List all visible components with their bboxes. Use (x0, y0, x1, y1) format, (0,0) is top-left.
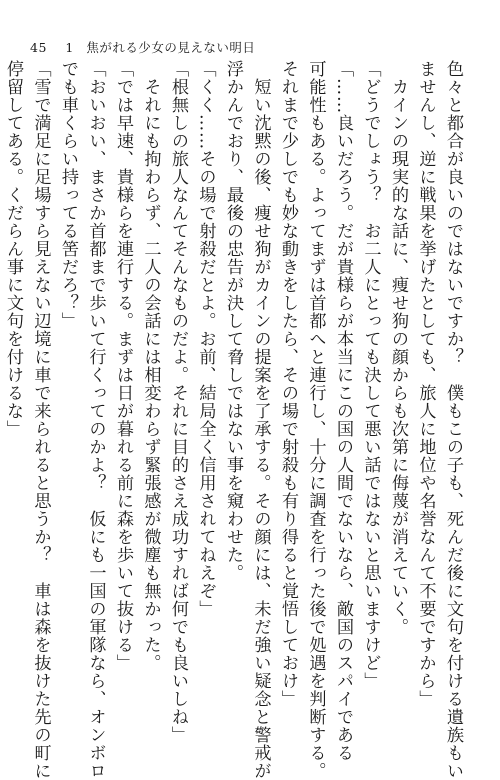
text-line: 「……良いだろう。だが貴様らが本当にこの国の人間でないなら、敵国のスパイである (333, 60, 353, 762)
text-line: 「雪で満足に足場すら見えない辺境に車で来られると思うか？ 車は森を抜けた先の町に (30, 60, 51, 780)
running-header (30, 38, 255, 56)
text-line: 短い沈黙の後、痩せ狗がカインの提案を了承する。その顔には、未だ強い疑念と警戒が (250, 60, 271, 780)
vertical-text-body (3, 60, 466, 780)
text-line: 可能性もある。よってまずは首都へと連行し、十分に調査を行った後で処遇を判断する。 (305, 60, 326, 780)
page-number: 45 (30, 40, 47, 55)
text-line: 「くく……その場で射殺だとよ。お前、結局全く信用されてねえぞ」 (195, 60, 216, 618)
chapter-title: 焦がれる少女の見えない明日 (86, 40, 256, 55)
text-line: 「どうでしょう？ お二人にとっても決して悪い話ではないと思いますけど」 (360, 60, 381, 690)
chapter-number: 1 (65, 40, 74, 55)
text-line: それにも拘わらず、二人の会話には相変わらず緊張感が微塵も無かった。 (140, 60, 161, 672)
text-line: でも車くらい持ってる筈だろ？」 (58, 60, 78, 330)
text-line: 色々と都合が良いのではないですか？ 僕もこの子も、死んだ後に文句を付ける遺族もい (443, 60, 463, 780)
text-line: 「では早速、貴様らを連行する。まずは日が暮れる前に森を歩いて抜ける」 (113, 60, 133, 672)
text-line: ませんし、逆に戦果を挙げたとしても、旅人に地位や名誉なんて不要ですから」 (415, 60, 436, 708)
text-line: カインの現実的な話に、痩せ狗の顔からも次第に侮蔑が消えていく。 (388, 60, 408, 636)
text-line: 停留してある。くだらん事に文句を付けるな」 (3, 60, 23, 438)
text-line: 「根無しの旅人なんてそんなものだよ。それに目的さえ成功すれば何でも良いしね」 (168, 60, 188, 744)
text-line: それまで少しでも妙な動きをしたら、その場で射殺も有り得ると覚悟しておけ」 (278, 60, 298, 708)
text-line: 浮かんでおり、最後の忠告が決して脅しではない事を窺わせた。 (223, 60, 243, 582)
text-line: 「おいおい、まさか首都まで歩いて行くってのかよ？ 仮にも一国の軍隊なら、オンボロ (85, 60, 106, 780)
